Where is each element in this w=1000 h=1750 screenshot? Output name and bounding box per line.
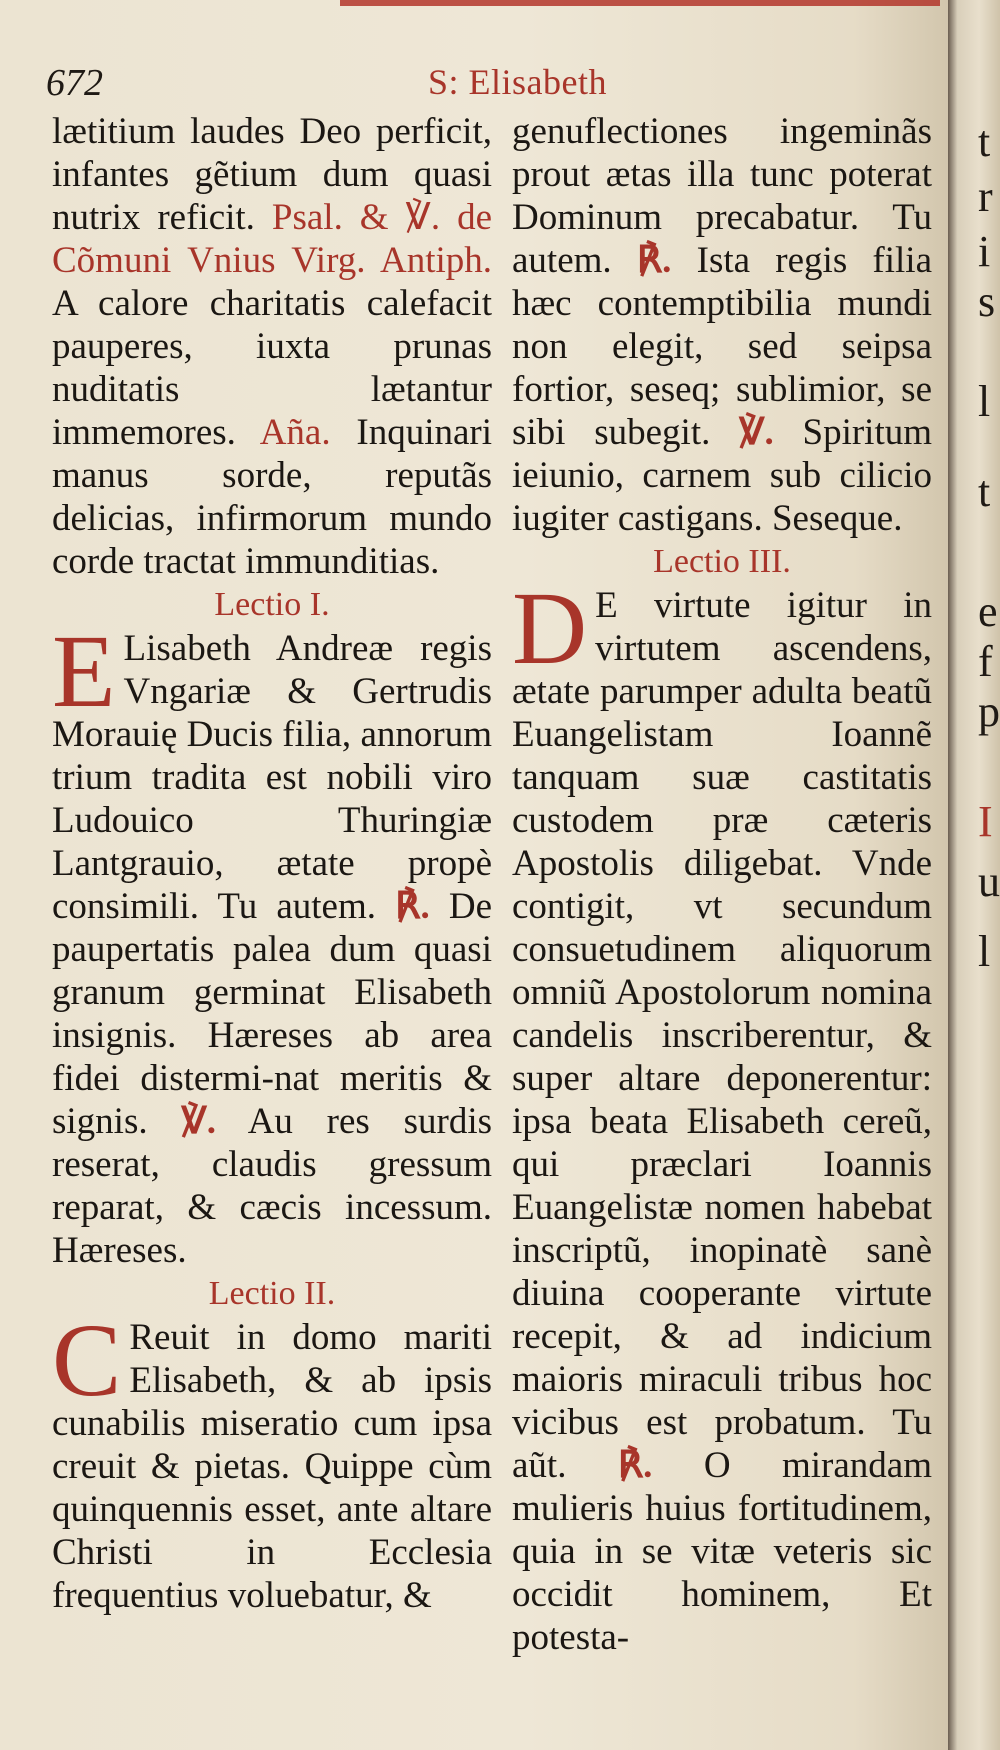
facing-page-glyph: p	[978, 687, 1000, 736]
right-column	[512, 110, 932, 1659]
text: Inquinari manus sorde, reputãs delicias, infirmorum mundo corde tractat immunditias.	[52, 412, 492, 582]
text: Spiritum ieiunio, carnem sub cilicio iugiter castigans. Seseque.	[512, 412, 933, 539]
left-column	[52, 110, 492, 1617]
rubric-antiph: Antiph.	[379, 240, 492, 281]
lectio-2-paragraph	[52, 1303, 492, 1617]
facing-page-glyph: t	[978, 467, 991, 516]
text: Au res surdis reserat, claudis gressum reparat, & cæcis incessum. Hæreses.	[52, 1101, 492, 1271]
text: Lisabeth Andreæ regis Vngariæ & Gertrudis Morauię Ducis filia, annorum trium tradita est nobili viro Ludouico Thuringiæ Lantgrauio, ætate propè consimili. Tu autem.	[52, 628, 492, 927]
facing-page-glyph: t	[978, 117, 991, 166]
lectio-1-paragraph	[52, 614, 493, 1272]
drop-cap: D	[512, 571, 588, 686]
rubric: Psal. & ℣. de Cõmuni Vnius Virg.	[52, 197, 492, 281]
continuation-paragraph	[512, 110, 932, 540]
running-head: S: Elisabeth	[428, 62, 607, 102]
drop-cap: C	[52, 1303, 122, 1418]
facing-page-glyph: e	[978, 587, 998, 636]
facing-page-glyph: l	[978, 377, 991, 426]
responsory-symbol: ℟.	[395, 886, 430, 927]
facing-page-glyph: l	[978, 927, 991, 976]
text: A calore charitatis calefacit pauperes, iuxta prunas nuditatis lætantur immemores.	[52, 283, 492, 453]
text: O mirandam mulieris huius fortitudinem, quia in se vitæ veteris sic occidit hominem, Et potesta-	[512, 1445, 933, 1658]
rubric-ana: Aña.	[259, 412, 331, 453]
facing-page-glyph: u	[978, 857, 1000, 906]
text: lætitium laudes Deo perficit, infantes gẽtium dum quasi nutrix reficit.	[52, 111, 492, 238]
lectio-3-heading: Lectio III.	[653, 543, 791, 580]
text: E virtute igitur in virtutem ascendens, ætate parumper adulta beatũ Euangelistam Ioannẽ tanquam suæ castitatis custodem præ cæteris Apostolis diligebat. Vnde contigit, vt secundum consuetudinem aliquorum omniũ Apostolorum nomina candelis inscriberentur, & super altare deponerentur: ipsa beata Elisabeth cereũ, qui præclari Ioannis Euangelistæ nomen habebat inscriptũ, inopinatè sanè diuina cooperante virtute recepit, & ad indicium maioris miraculi tribus hoc vicibus est probatum. Tu aũt.	[512, 585, 932, 1486]
facing-page-glyph: s	[978, 277, 996, 326]
lectio-1-heading: Lectio I.	[214, 586, 330, 623]
text: genuflectiones ingeminãs prout ætas illa tunc poterat Dominum precabatur. Tu autem.	[512, 111, 932, 281]
lectio-2-heading: Lectio II.	[208, 1275, 336, 1312]
versicle-symbol: ℣.	[181, 1101, 216, 1142]
responsory-symbol: ℟.	[617, 1445, 653, 1486]
antiphon-paragraph	[52, 110, 492, 583]
facing-page-glyph: r	[978, 172, 993, 221]
facing-page-glyph: I	[978, 797, 993, 846]
versicle-symbol: ℣.	[739, 412, 774, 453]
drop-cap: E	[52, 614, 116, 729]
page-header	[0, 55, 948, 107]
page-number: 672	[46, 62, 103, 104]
facing-page-glyph: f	[978, 637, 993, 686]
responsory-symbol: ℟.	[636, 240, 672, 281]
top-rule	[340, 0, 940, 6]
lectio-3-paragraph	[512, 571, 933, 1659]
facing-page-glyph: i	[978, 227, 991, 276]
facing-page-edge	[948, 0, 1000, 1750]
text: Ista regis filia hæc contemptibilia mundi non elegit, sed seipsa fortior, seseq; sublimior, se sibi subegit.	[512, 240, 933, 453]
text: Reuit in domo mariti Elisabeth, & ab ipsis cunabilis miseratio cum ipsa creuit & pietas. Quippe cùm quinquennis esset, ante altare Christi in Ecclesia frequentius voluebatur, &	[52, 1317, 492, 1616]
text: De paupertatis palea dum quasi granum germinat Elisabeth insignis. Hæreses ab area fidei distermi-nat meritis & signis.	[52, 886, 493, 1142]
